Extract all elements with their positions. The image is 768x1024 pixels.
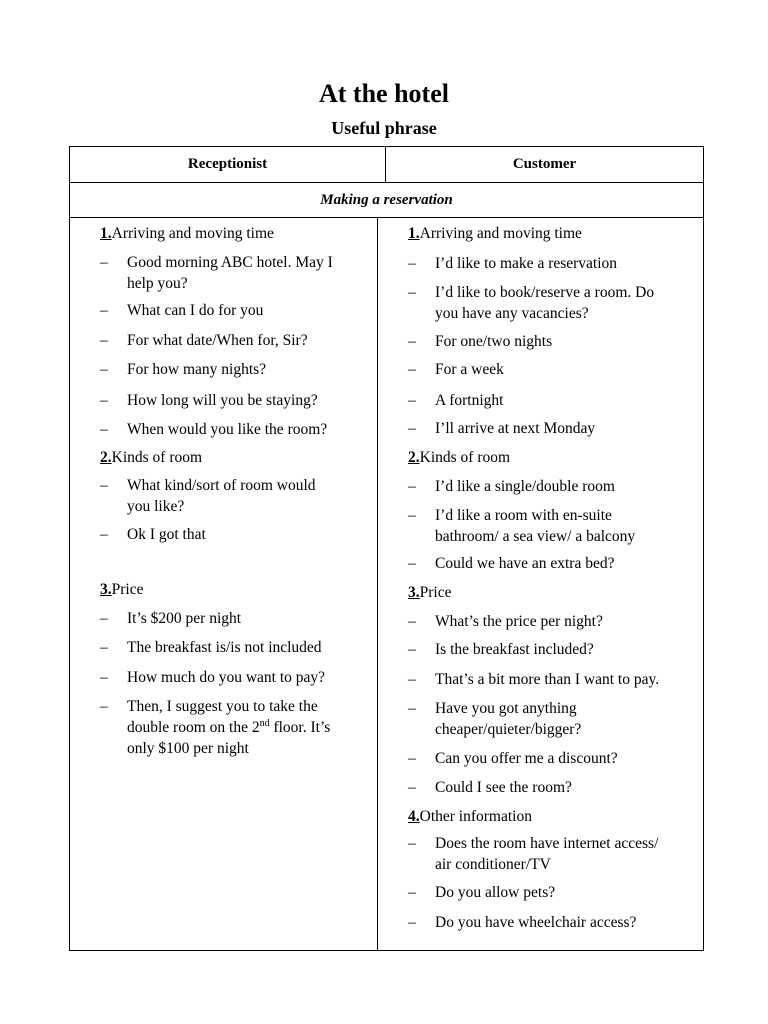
phrase-text: Does the room have internet access/ air conditioner/TV	[435, 835, 659, 873]
heading-number: 1.	[408, 225, 420, 242]
bullet-dash: –	[100, 361, 108, 378]
phrase-text: Can you offer me a discount?	[435, 750, 618, 767]
phrase-text: Is the breakfast included?	[435, 641, 594, 658]
bullet-dash: –	[100, 698, 108, 715]
bullet-dash: –	[408, 284, 416, 301]
bullet-dash: –	[100, 639, 108, 656]
phrase-text: Good morning ABC hotel. May I help you?	[127, 254, 333, 292]
bullet-dash: –	[408, 507, 416, 524]
bullet-dash: –	[408, 700, 416, 717]
bullet-dash: –	[408, 671, 416, 688]
heading-number: 3.	[100, 581, 112, 598]
heading-text: Kinds of room	[419, 449, 511, 466]
heading-number: 1.	[100, 225, 112, 242]
bullet-dash: –	[408, 555, 416, 572]
table-header-row	[70, 147, 703, 183]
bullet-dash: –	[100, 477, 108, 494]
phrase-text: For a week	[435, 361, 504, 378]
phrase-text-part: floor. It’s only $100 per night	[127, 719, 331, 757]
bullet-dash: –	[408, 255, 416, 272]
phrase-text: Do you allow pets?	[435, 884, 556, 901]
header-receptionist: Receptionist	[187, 156, 268, 172]
phrase-text-part: Then, I suggest you to take the double room on the 2	[127, 698, 318, 736]
bullet-dash: –	[408, 750, 416, 767]
page-title: At the hotel	[319, 79, 449, 108]
bullet-dash: –	[408, 613, 416, 630]
heading-text: Price	[419, 584, 452, 601]
phrase-text: I’d like a room with en-suite bathroom/ a sea view/ a balcony	[435, 507, 636, 545]
bullet-dash: –	[100, 302, 108, 319]
phrase-text: It’s $200 per night	[127, 610, 242, 627]
bullet-dash: –	[408, 333, 416, 350]
phrase-text: Ok I got that	[127, 526, 206, 543]
section-title: Making a reservation	[70, 183, 703, 218]
phrase-text: How long will you be staying?	[127, 392, 318, 409]
bullet-dash: –	[408, 392, 416, 409]
phrase-text: I’d like to make a reservation	[435, 255, 618, 272]
bullet-dash: –	[408, 478, 416, 495]
header-customer: Customer	[512, 156, 577, 172]
heading-text: Other information	[419, 808, 532, 825]
phrase-text: I’ll arrive at next Monday	[435, 420, 596, 437]
phrase-text: For what date/When for, Sir?	[127, 332, 308, 349]
heading-text: Kinds of room	[111, 449, 203, 466]
phrase-text: What can I do for you	[127, 302, 264, 319]
phrase-text: Do you have wheelchair access?	[435, 914, 637, 931]
phrase-text: I’d like to book/reserve a room. Do you have any vacancies?	[435, 284, 655, 322]
bullet-dash: –	[408, 641, 416, 658]
phrase-text: Could I see the room?	[435, 779, 572, 796]
ordinal-suffix: nd	[259, 717, 270, 729]
heading-text: Arriving and moving time	[111, 225, 274, 242]
heading-number: 2.	[100, 449, 112, 466]
bullet-dash: –	[100, 392, 108, 409]
phrase-text: The breakfast is/is not included	[127, 639, 322, 656]
phrase-text: Could we have an extra bed?	[435, 555, 615, 572]
phrase-text: That’s a bit more than I want to pay.	[435, 671, 660, 688]
phrase-text: What kind/sort of room would you like?	[127, 477, 316, 515]
bullet-dash: –	[100, 421, 108, 438]
bullet-dash: –	[408, 361, 416, 378]
bullet-dash: –	[408, 884, 416, 901]
bullet-dash: –	[408, 835, 416, 852]
phrase-text: What’s the price per night?	[435, 613, 603, 630]
heading-text: Arriving and moving time	[419, 225, 582, 242]
bullet-dash: –	[100, 332, 108, 349]
heading-number: 2.	[408, 449, 420, 466]
bullet-dash: –	[100, 526, 108, 543]
bullet-dash: –	[408, 420, 416, 437]
bullet-dash: –	[100, 254, 108, 271]
bullet-dash: –	[408, 779, 416, 796]
bullet-dash: –	[100, 669, 108, 686]
heading-text: Price	[111, 581, 144, 598]
column-divider	[377, 218, 378, 950]
bullet-dash: –	[408, 914, 416, 931]
phrase-text: Have you got anything cheaper/quieter/bigger?	[435, 700, 582, 738]
heading-number: 4.	[408, 808, 420, 825]
phrase-text: For how many nights?	[127, 361, 267, 378]
heading-number: 3.	[408, 584, 420, 601]
phrase-text: A fortnight	[435, 392, 504, 409]
phrase-text: When would you like the room?	[127, 421, 328, 438]
phrase-text: I’d like a single/double room	[435, 478, 615, 495]
page-subtitle: Useful phrase	[331, 118, 437, 138]
phrase-text: For one/two nights	[435, 333, 553, 350]
phrase-table	[69, 146, 704, 951]
phrase-text: How much do you want to pay?	[127, 669, 326, 686]
bullet-dash: –	[100, 610, 108, 627]
